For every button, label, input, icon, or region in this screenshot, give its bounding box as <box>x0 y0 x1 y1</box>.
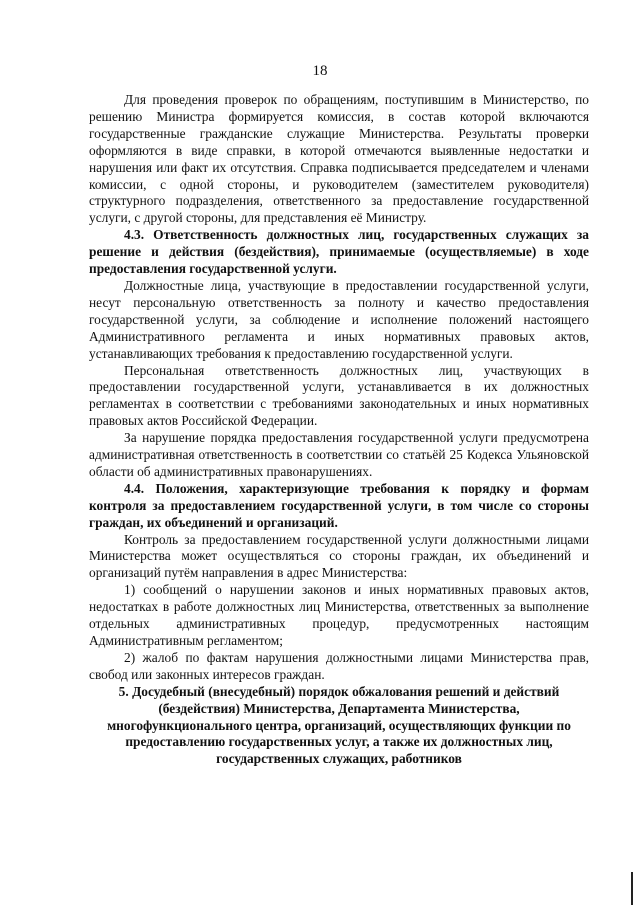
document-body <box>89 92 589 768</box>
paragraph-administrative-liability: За нарушение порядка предоставления государственной услуги предусмотрена административная ответственность в соответствии со статьёй 25 Кодекса Ульяновской области об административных правонарушениях. <box>89 430 589 479</box>
list-item-2: 2) жалоб по фактам нарушения должностными лицами Министерства прав, свобод или законных интересов граждан. <box>89 649 589 682</box>
page-number: 18 <box>312 63 328 79</box>
scan-edge-mark <box>631 872 633 905</box>
heading-4-4: 4.4. Положения, характеризующие требования к порядку и формам контроля за предоставлением государственной услуги, в том числе со стороны граждан, их объединений и организаций. <box>89 480 589 530</box>
heading-4-3: 4.3. Ответственность должностных лиц, государственных служащих за решение и действия (бездействия), принимаемые (осуществляемые) в ходе предоставления государственной услуги. <box>89 227 589 277</box>
paragraph-personal-responsibility: Персональная ответственность должностных лиц, участвующих в предоставлении государственной услуги, устанавливается в их должностных регламентах в соответствии с требованиями законодательных и иных нормативных правовых актов Российской Федерации. <box>89 362 589 429</box>
heading-section-5: 5. Досудебный (внесудебный) порядок обжалования решений и действий (бездействия) Министерства, Департамента Министерства, многофункционального центра, организаций, осуществляющих функции по предоставлению государственных услуг, а также их должностных лиц, государственных служащих, работников <box>107 683 571 767</box>
paragraph-official-responsibility: Должностные лица, участвующие в предоставлении государственной услуги, несут персональную ответственность за полноту и качество предоставления государственной услуги, за соблюдение и исполнение положений настоящего Административного регламента и иных нормативных правовых актов, устанавливающих требования к предоставлению государственной услуги. <box>89 277 589 361</box>
list-item-1: 1) сообщений о нарушении законов и иных нормативных правовых актов, недостатках в работе должностных лиц Министерства, ответственных за выполнение отдельных административных процедур, предусмотренных настоящим Административным регламентом; <box>89 582 589 648</box>
paragraph-inspection-commission: Для проведения проверок по обращениям, поступившим в Министерство, по решению Министра формируется комиссия, в состав которой включаются государственные гражданские служащие Министерства. Результаты проверки оформляются в виде справки, в которой отмечаются выявленные недостатки и нарушения или факт их отсутствия. Справка подписывается председателем и членами комиссии, с одной стороны, и руководителем (заместителем руководителя) структурного подразделения, ответственного за предоставление государственной услуги, с другой стороны, для представления её Министру. <box>89 92 589 226</box>
paragraph-citizen-control: Контроль за предоставлением государственной услуги должностными лицами Министерства может осуществляться со стороны граждан, их объединений и организаций путём направления в адрес Министерства: <box>89 531 589 581</box>
